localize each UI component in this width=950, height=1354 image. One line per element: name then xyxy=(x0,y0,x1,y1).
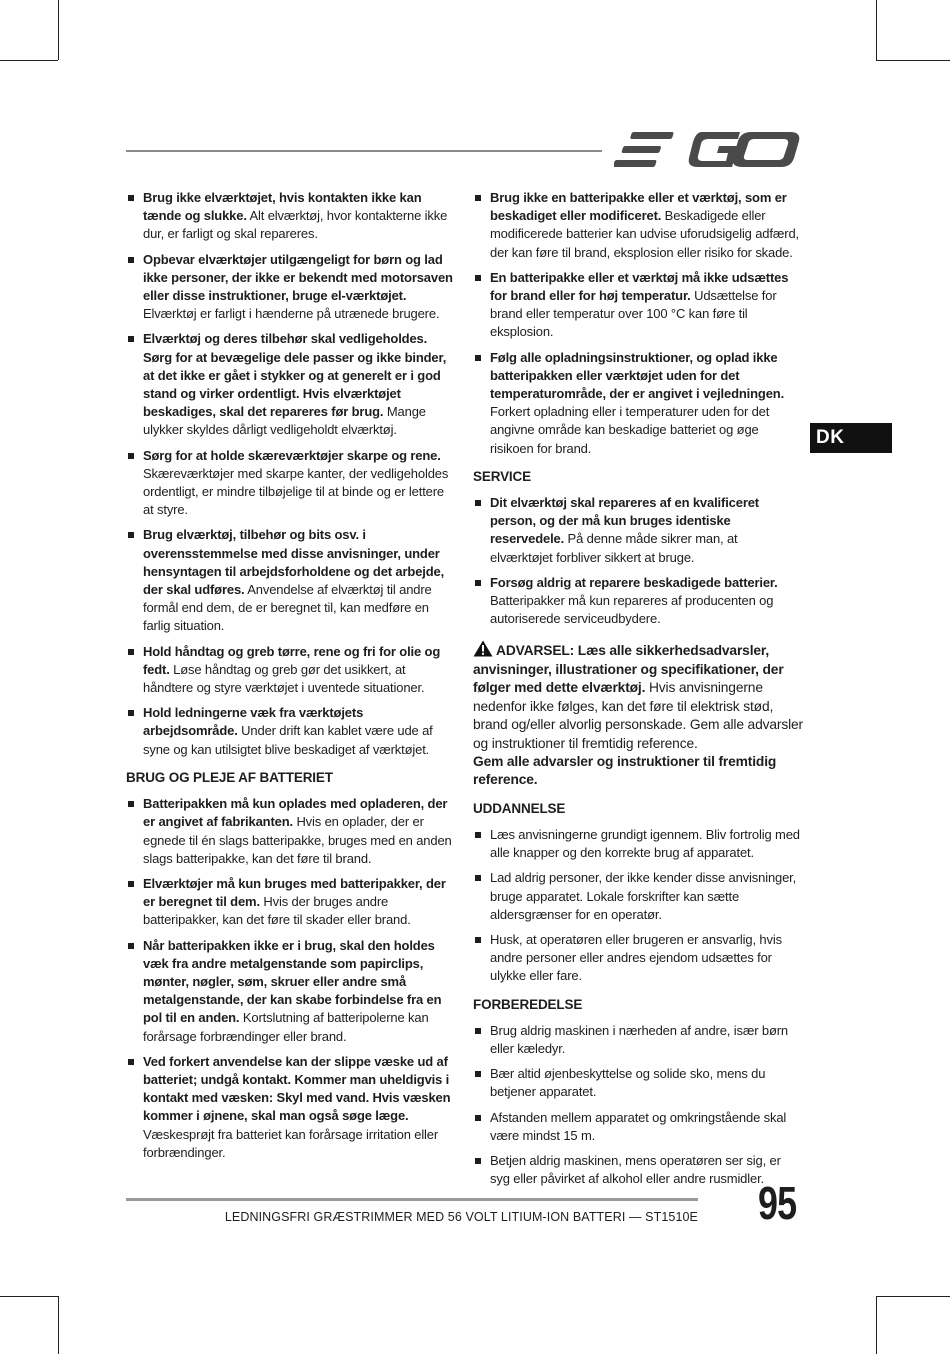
crop-mark xyxy=(876,1296,950,1297)
section-heading: BRUG OG PLEJE AF BATTERIET xyxy=(126,769,333,785)
crop-mark xyxy=(58,1296,59,1354)
list-item: Husk, at operatøren eller brugeren er ansvarlig, hvis andre personer eller andres ejendom udsættes for ulykke eller fare. xyxy=(473,931,803,986)
bullet-icon xyxy=(475,195,481,201)
bullet-icon xyxy=(475,500,481,506)
bullet-icon xyxy=(475,832,481,838)
warning-block: ADVARSEL: Læs alle sikkerhedsadvarsler, anvisninger, illustrationer og specifikationer, der følger med dette elværktøj. Hvis anvisningerne nedenfor ikke følges, kan det føre til elektrisk stød, brand og/eller alvorlig personskade. Gem alle advarsler og instruktioner til fremtidig reference. Gem alle advarsler og instruktioner til fremtidig reference. xyxy=(473,640,803,789)
list-item: Brug ikke en batteripakke eller et værktøj, som er beskadiget eller modificeret. Beskadigede eller modificerede batterier kan udvise uforudsigelig adfærd, der kan føre til brand, eksplosion eller risiko for skade. xyxy=(473,189,803,262)
list-item: Sørg for at holde skæreværktøjer skarpe og rene. Skæreværktøjer med skarpe kanter, der vedligeholdes ordentligt, er mindre tilbøjelige til at binde og er lettere at styre. xyxy=(126,447,454,520)
list-item: Elværktøj og deres tilbehør skal vedligeholdes. Sørg for at bevægelige dele passer og ikke binder, at det ikke er gået i stykker og at generelt er i god stand og virker ordentligt. Hvis elværktøjet beskadiges, skal det repareres før brug. Mange ulykker skyldes dårligt vedligeholdt elværktøj. xyxy=(126,330,454,439)
list-item: En batteripakke eller et værktøj må ikke udsættes for brand eller for høj temperatur. Udsættelse for brand eller temperatur over 100 °C kan føre til eksplosion. xyxy=(473,269,803,342)
warning-label: ADVARSEL: xyxy=(496,643,575,659)
list-item: Opbevar elværktøjer utilgængeligt for børn og lad ikke personer, der ikke er bekendt med motorsaven eller disse instruktioner, bruge el-værktøjet. Elværktøj er farligt i hænderne på utrænede brugere. xyxy=(126,251,454,324)
bullet-icon xyxy=(475,937,481,943)
crop-mark xyxy=(876,60,950,61)
list-item: Når batteripakken ikke er i brug, skal den holdes væk fra andre metalgenstande som papirclips, mønter, nøgler, søm, skruer eller andre små metalgenstande, der kan skabe forbindelse fra en pol til en anden. Kortslutning af batteripolerne kan forårsage forbrændinger eller brand. xyxy=(126,937,454,1046)
list-item: Afstanden mellem apparatet og omkringstående skal være mindst 15 m. xyxy=(473,1109,803,1145)
bullet-icon xyxy=(128,943,134,949)
list-item: Forsøg aldrig at reparere beskadigede batterier. Batteripakker må kun repareres af producenten og autoriserede serviceudbydere. xyxy=(473,574,803,629)
list-item: Elværktøjer må kun bruges med batteripakker, der er beregnet til dem. Hvis der bruges andre batteripakker, kan det føre til skader eller brand. xyxy=(126,875,454,930)
right-column xyxy=(473,189,803,1195)
bullet-icon xyxy=(128,1059,134,1065)
list-item: Bær altid øjenbeskyttelse og solide sko, mens du betjener apparatet. xyxy=(473,1065,803,1101)
bullet-icon xyxy=(128,336,134,342)
bullet-icon xyxy=(128,881,134,887)
bullet-icon xyxy=(128,710,134,716)
bullet-icon xyxy=(128,801,134,807)
bullet-icon xyxy=(128,453,134,459)
bullet-icon xyxy=(475,580,481,586)
crop-mark xyxy=(0,1296,58,1297)
bullet-icon xyxy=(128,532,134,538)
bullet-icon xyxy=(475,1028,481,1034)
list-item: Lad aldrig personer, der ikke kender disse anvisninger, bruge apparatet. Lokale forskrifter kan sætte aldersgrænser for en operatør. xyxy=(473,869,803,924)
left-column xyxy=(126,189,454,1169)
section-heading: UDDANNELSE xyxy=(473,800,566,816)
list-item: Dit elværktøj skal repareres af en kvalificeret person, og der må kun bruges identiske reservedele. På denne måde sikrer man, at elværktøjet forbliver sikkert at bruge. xyxy=(473,494,803,567)
list-item: Batteripakken må kun oplades med opladeren, der er angivet af fabrikanten. Hvis en oplader, der er egnede til én slags batteripakke, bruges med en anden slags batteripakke, kan det føre til brand. xyxy=(126,795,454,868)
header-rule xyxy=(126,150,602,152)
ego-logo xyxy=(614,126,804,174)
bullet-icon xyxy=(475,355,481,361)
section-heading: FORBEREDELSE xyxy=(473,996,583,1012)
bullet-icon xyxy=(475,875,481,881)
bullet-icon xyxy=(128,649,134,655)
crop-mark xyxy=(0,60,58,61)
bullet-icon xyxy=(128,195,134,201)
list-item: Betjen aldrig maskinen, mens operatøren ser sig, er syg eller påvirket af alkohol eller andre rusmidler. xyxy=(473,1152,803,1188)
bullet-icon xyxy=(475,1071,481,1077)
crop-mark xyxy=(58,0,59,60)
footer-title: LEDNINGSFRI GRÆSTRIMMER MED 56 VOLT LITIUM-ION BATTERI — ST1510E xyxy=(224,1210,698,1224)
bullet-icon xyxy=(475,1158,481,1164)
bullet-icon xyxy=(475,1115,481,1121)
footer-rule xyxy=(126,1198,698,1201)
list-item: Brug elværktøj, tilbehør og bits osv. i overensstemmelse med disse anvisninger, under hensyntagen til arbejdsforholdene og det arbejde, der skal udføres. Anvendelse af elværktøj til andre formål end dem, de er beregnet til, kan medføre en farlig situation. xyxy=(126,526,454,635)
list-item: Læs anvisningerne grundigt igennem. Bliv fortrolig med alle knapper og den korrekte brug af apparatet. xyxy=(473,826,803,862)
list-item: Følg alle opladningsinstruktioner, og oplad ikke batteripakken eller værktøjet uden for det temperaturområde, der er angivet i vejledningen. Forkert opladning eller i temperaturer uden for det angivne område kan beskadige batteriet og øge risikoen for brand. xyxy=(473,349,803,458)
list-item: Ved forkert anvendelse kan der slippe væske ud af batteriet; undgå kontakt. Kommer man uheldigvis i kontakt med væsken: Skyl med vand. Hvis væsken kommer i øjnene, skal man også søge læge. Væskesprøjt fra batteriet kan forårsage irritation eller forbrændinger. xyxy=(126,1053,454,1162)
list-item: Brug aldrig maskinen i nærheden af andre, især børn eller kæledyr. xyxy=(473,1022,803,1058)
bullet-icon xyxy=(475,275,481,281)
page-number: 95 xyxy=(758,1177,797,1229)
list-item: Hold ledningerne væk fra værktøjets arbejdsområde. Under drift kan kablet være ude af syne og kan utilsigtet blive beskadiget af værktøjet. xyxy=(126,704,454,759)
list-item: Hold håndtag og greb tørre, rene og fri for olie og fedt. Løse håndtag og greb gør det usikkert, at håndtere og styre værktøjet i uventede situationer. xyxy=(126,643,454,698)
crop-mark xyxy=(876,0,877,60)
bullet-icon xyxy=(128,257,134,263)
list-item: Brug ikke elværktøjet, hvis kontakten ikke kan tænde og slukke. Alt elværktøj, hvor kontakterne ikke dur, er farligt og skal repareres. xyxy=(126,189,454,244)
warning-triangle-icon xyxy=(473,640,493,657)
crop-mark xyxy=(876,1296,877,1354)
section-heading: SERVICE xyxy=(473,468,531,484)
language-tab: DK xyxy=(810,423,892,453)
